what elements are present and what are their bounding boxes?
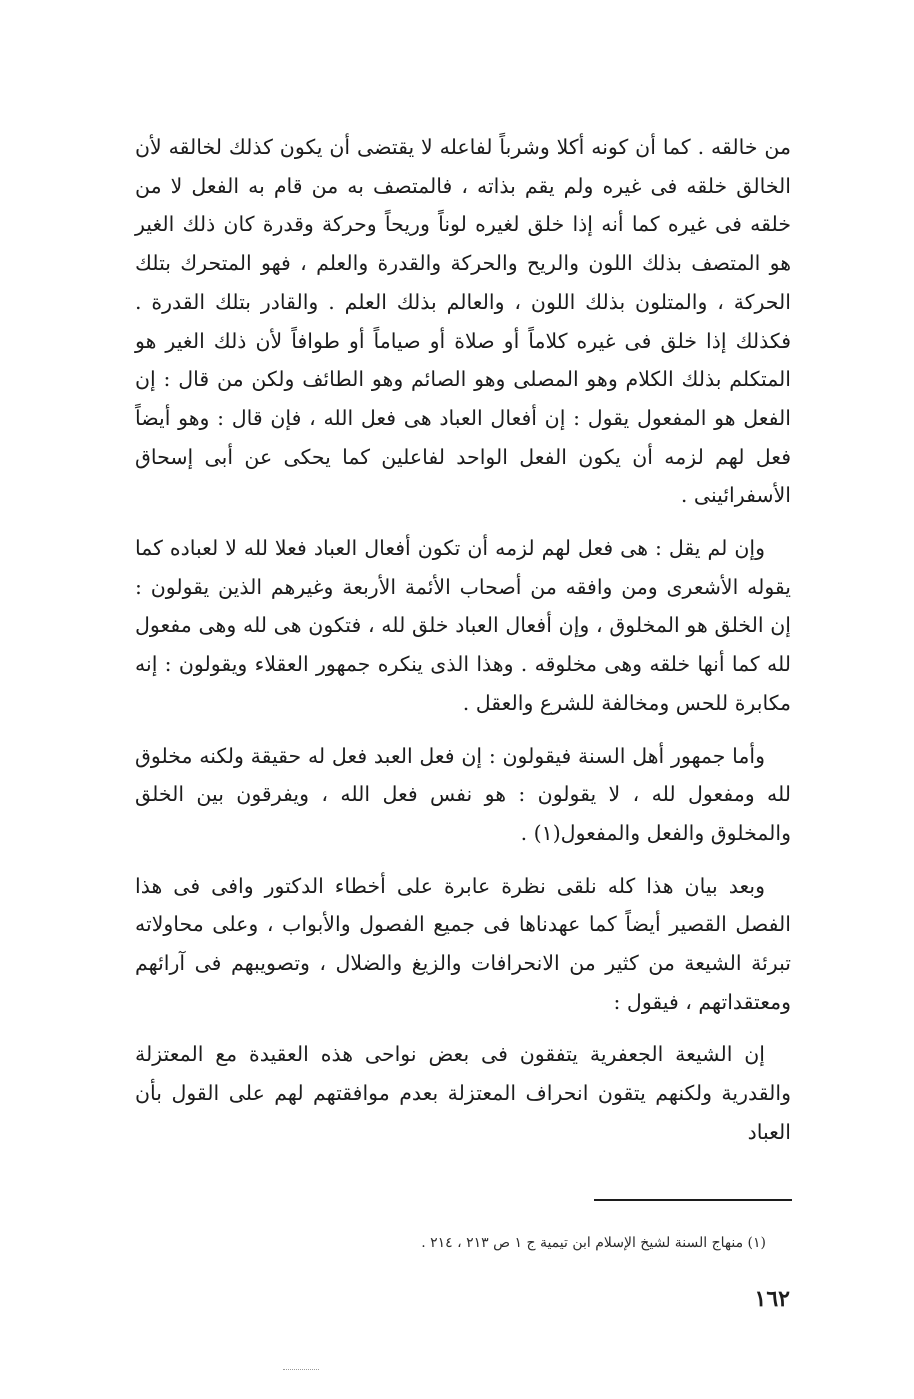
- paragraph-4: وبعد بيان هذا كله نلقى نظرة عابرة على أخطاء الدكتور وافى فى هذا الفصل القصير أيضاً كما عهدناها فى جميع الفصول والأبواب ، وعلى محاولاته تبرئة الشيعة من كثير من الانحرافات والزيغ والضلال ، وتصويبهم فى آرائهم ومعتقداتهم ، فيقول :: [135, 873, 791, 1014]
- main-text: [135, 128, 791, 1152]
- scan-speck: [283, 1369, 319, 1371]
- paragraph-1: من خالقه . كما أن كونه أكلا وشرباً لفاعله لا يقتضى أن يكون كذلك لخالقه لأن الخالق خلقه فى غيره ولم يقم بذاته ، فالمتصف به من قام به الفعل لا من خلقه فى غيره كما أنه إذا خلق لغيره لوناً وريحاً وحركة وقدرة كان ذلك الغير هو المتصف بذلك اللون والريح والحركة والقدرة والعلم ، فهو المتحرك بتلك الحركة ، والمتلون بذلك اللون ، والعالم بذلك العلم . والقادر بتلك القدرة . فكذلك إذا خلق فى غيره كلاماً أو صلاة أو صياماً أو طوافاً لأن ذلك الغير هو المتكلم بذلك الكلام وهو المصلى وهو الصائم وهو الطائف ولكن من قال : إن الفعل هو المفعول يقول : إن أفعال العباد هى فعل الله ، فإن قال : وهو أيضاً فعل لهم لزمه أن يكون الفعل الواحد لفاعلين كما يحكى عن أبى إسحاق الأسفرائينى .: [135, 135, 791, 508]
- footnote-divider: [594, 1199, 792, 1201]
- paragraph-5: إن الشيعة الجعفرية يتفقون فى بعض نواحى هذه العقيدة مع المعتزلة والقدرية ولكنهم يتقون انحراف المعتزلة بعدم موافقتهم لهم على القول بأن العباد: [135, 1042, 791, 1144]
- paragraph-3: وأما جمهور أهل السنة فيقولون : إن فعل العبد فعل له حقيقة ولكنه مخلوق لله ومفعول لله ، لا يقولون : هو نفس فعل الله ، ويفرقون بين الخلق والمخلوق والفعل والمفعول(١) .: [135, 743, 791, 845]
- page-number: ١٦٢: [754, 1286, 790, 1312]
- footnote: (١) منهاج السنة لشيخ الإسلام ابن تيمية ج ١ ص ٢١٣ ، ٢١٤ .: [421, 1235, 766, 1251]
- paragraph-2: وإن لم يقل : هى فعل لهم لزمه أن تكون أفعال العباد فعلا لله لا لعباده كما يقوله الأشعرى ومن وافقه من أصحاب الأئمة الأربعة وغيرهم الذين يقولون : إن الخلق هو المخلوق ، وإن أفعال العباد خلق لله ، فتكون هى لله وهى مفعول لله كما أنها خلقه وهى مخلوقه . وهذا الذى ينكره جمهور العقلاء ويقولون : إنه مكابرة للحس ومخالفة للشرع والعقل .: [135, 536, 791, 715]
